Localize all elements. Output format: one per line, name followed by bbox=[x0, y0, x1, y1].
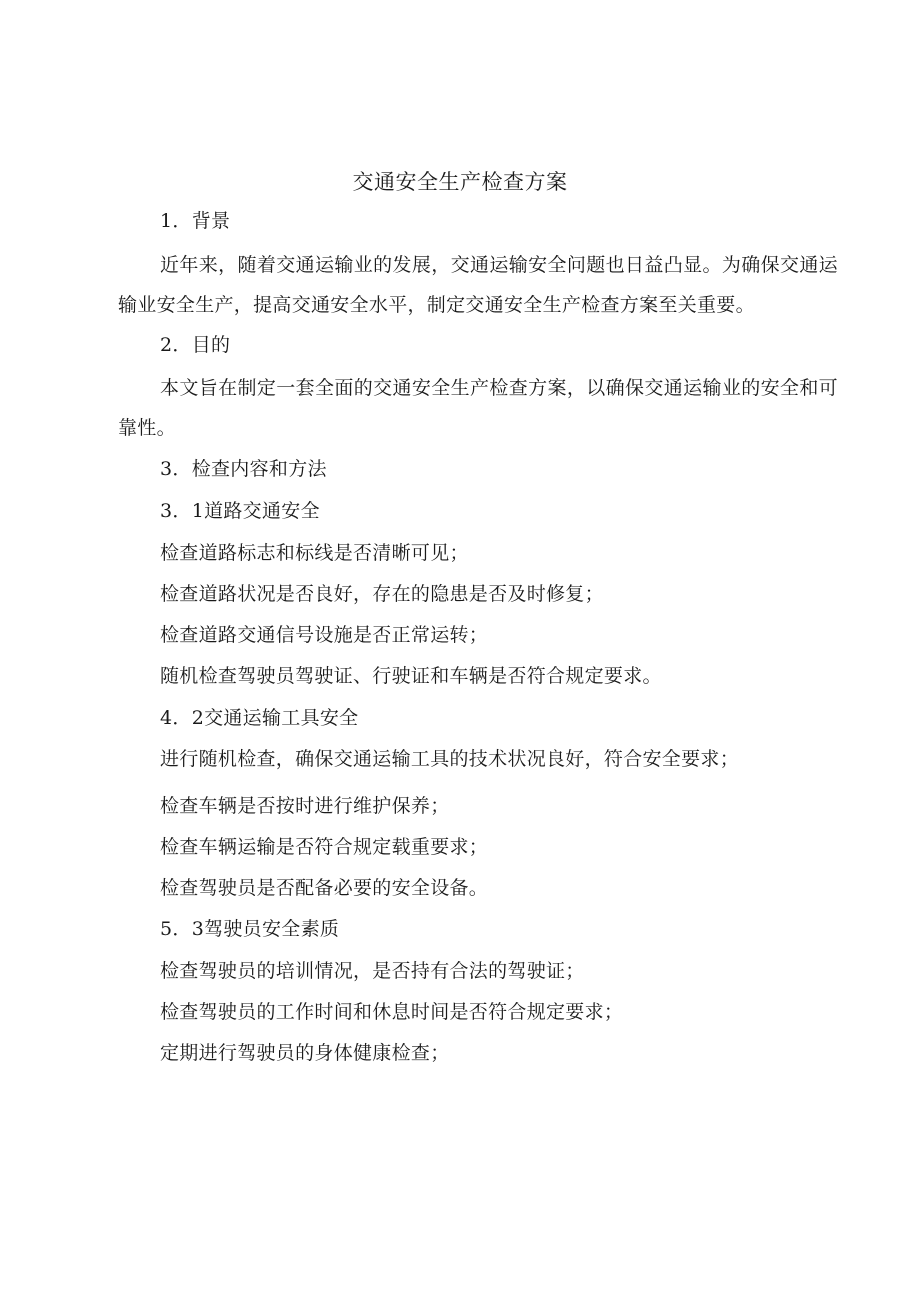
section-3-heading: 3．检查内容和方法 bbox=[160, 458, 327, 480]
list-item: 检查驾驶员是否配备必要的安全设备。 bbox=[160, 877, 489, 899]
list-item: 进行随机检查，确保交通运输工具的技术状况良好，符合安全要求； bbox=[160, 748, 740, 770]
list-item: 检查驾驶员的工作时间和休息时间是否符合规定要求； bbox=[160, 1001, 624, 1023]
section-2-body: 本文旨在制定一套全面的交通安全生产检查方案，以确保交通运输业的安全和可靠性。 bbox=[118, 377, 838, 439]
list-item: 定期进行驾驶员的身体健康检查； bbox=[160, 1042, 450, 1064]
section-1-body: 近年来，随着交通运输业的发展，交通运输安全问题也日益凸显。为确保交通运输业安全生产，提高交通安全水平，制定交通安全生产检查方案至关重要。 bbox=[118, 254, 838, 316]
list-item: 检查道路标志和标线是否清晰可见； bbox=[160, 542, 469, 564]
section-4-2-heading: 4．2交通运输工具安全 bbox=[160, 707, 359, 729]
document-title: 交通安全生产检查方案 bbox=[352, 170, 568, 194]
section-1-heading: 1．背景 bbox=[160, 210, 231, 232]
list-item: 随机检查驾驶员驾驶证、行驶证和车辆是否符合规定要求。 bbox=[160, 665, 662, 687]
list-item: 检查车辆运输是否符合规定载重要求； bbox=[160, 836, 489, 858]
list-item: 检查驾驶员的培训情况，是否持有合法的驾驶证； bbox=[160, 960, 585, 982]
section-3-1-heading: 3．1道路交通安全 bbox=[160, 500, 320, 522]
list-item: 检查车辆是否按时进行维护保养； bbox=[160, 795, 450, 817]
list-item: 检查道路交通信号设施是否正常运转； bbox=[160, 624, 489, 646]
section-2-heading: 2．目的 bbox=[160, 334, 231, 356]
section-5-3-heading: 5．3驾驶员安全素质 bbox=[160, 918, 340, 940]
list-item: 检查道路状况是否良好，存在的隐患是否及时修复； bbox=[160, 583, 604, 605]
